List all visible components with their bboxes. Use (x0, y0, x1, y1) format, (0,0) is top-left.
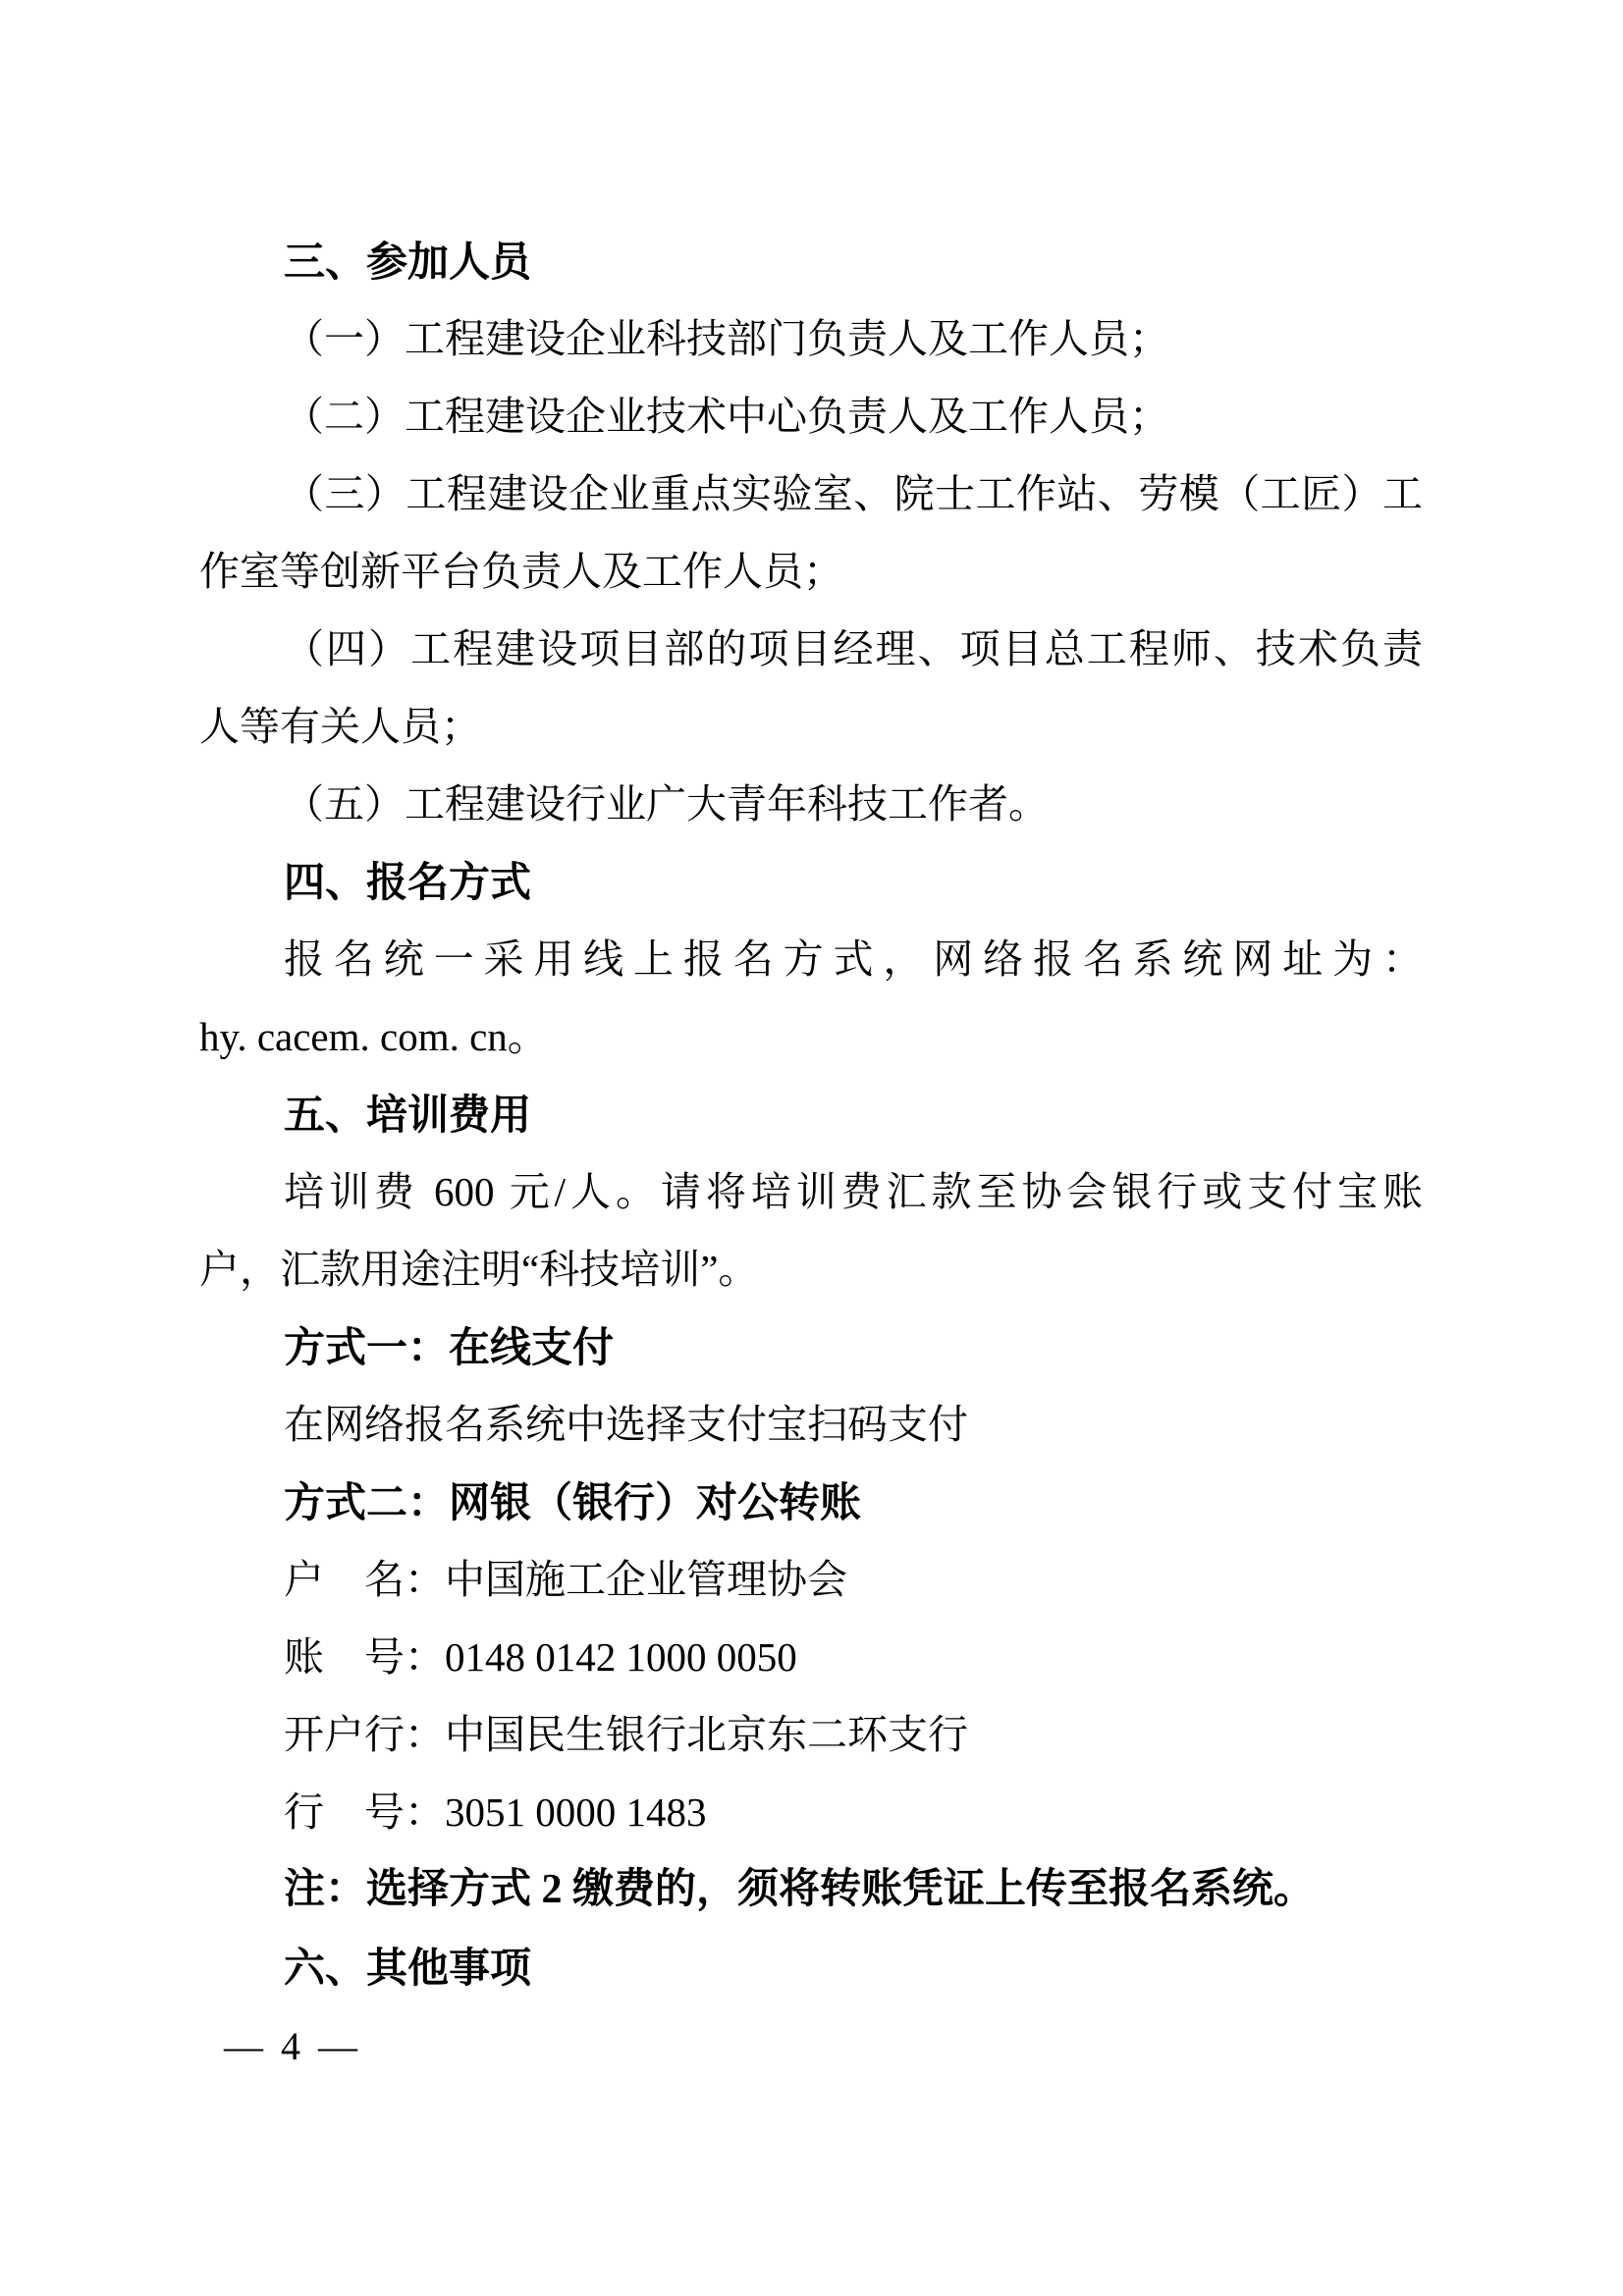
heading-fee: 五、培训费用 (284, 1092, 532, 1138)
participants-item-3-line-2: 作室等创新平台负责人及工作人员； (199, 549, 843, 594)
participants-item-1: （一）工程建设企业科技部门负责人及工作人员； (284, 316, 1169, 361)
page-number: — 4 — (224, 2024, 361, 2068)
payment-note-line: 注：选择方式 2 缴费的，须将转账凭证上传至报名系统。 (284, 1867, 1316, 1912)
registration-url: hy. cacem. com. cn。 (199, 1014, 548, 1059)
bank-number-line: 行 号：3051 0000 1483 (284, 1789, 707, 1835)
registration-text-line-1: 报名统一采用线上报名方式，网络报名系统网址为： (284, 936, 1423, 982)
participants-item-5: （五）工程建设行业广大青年科技工作者。 (284, 781, 1049, 827)
account-number-line: 账 号：0148 0142 1000 0050 (284, 1634, 797, 1680)
fee-text-line-1: 培训费 600 元/人。请将培训费汇款至协会银行或支付宝账 (284, 1169, 1423, 1214)
heading-payment-method-2: 方式二：网银（银行）对公转账 (284, 1479, 862, 1525)
heading-other-matters: 六、其他事项 (284, 1945, 532, 1991)
participants-item-3-line-1: （三）工程建设企业重点实验室、院士工作站、劳模（工匠）工 (284, 471, 1423, 516)
payment-method-1-desc: 在网络报名系统中选择支付宝扫码支付 (284, 1402, 968, 1447)
participants-item-4-line-1: （四）工程建设项目部的项目经理、项目总工程师、技术负责 (284, 626, 1423, 671)
bank-branch-line: 开户行：中国民生银行北京东二环支行 (284, 1712, 968, 1757)
account-name-line: 户 名：中国施工企业管理协会 (284, 1557, 847, 1602)
document-text-block (199, 223, 1423, 2006)
participants-item-4-line-2: 人等有关人员； (199, 704, 481, 749)
heading-participants: 三、参加人员 (284, 239, 532, 285)
heading-registration: 四、报名方式 (284, 859, 532, 905)
fee-text-line-2: 户，汇款用途注明“科技培训”。 (199, 1247, 759, 1292)
participants-item-2: （二）工程建设企业技术中心负责人及工作人员； (284, 394, 1169, 439)
heading-payment-method-1: 方式一：在线支付 (284, 1324, 615, 1370)
